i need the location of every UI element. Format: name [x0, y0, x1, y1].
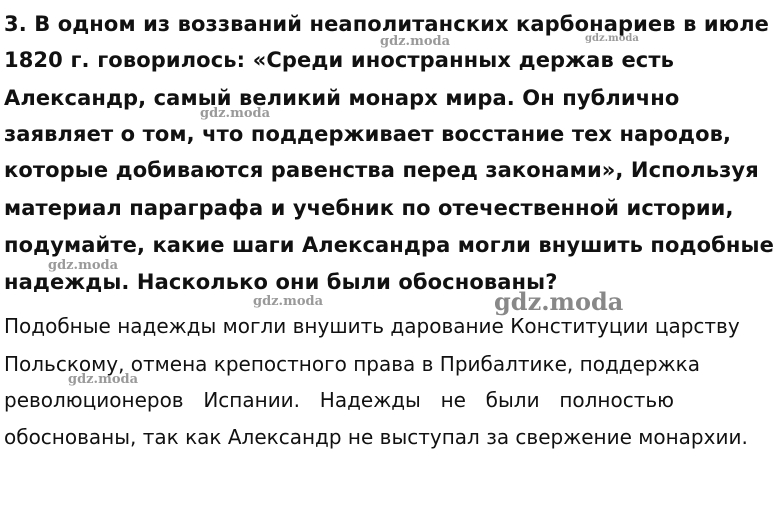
- question-line-1: 3. В одном из воззваний неаполитанских карбонариев в июле: [4, 12, 770, 36]
- question-line-5: которые добиваются равенства перед законами», Используя: [4, 158, 759, 182]
- question-line-4: заявляет о том, что поддерживает восстание тех народов,: [4, 122, 732, 146]
- watermark: gdz.moda: [494, 287, 624, 316]
- question-line-3: Александр, самый великий монарх мира. Он публично: [4, 86, 680, 110]
- watermark: gdz.moda: [200, 106, 271, 121]
- answer-line-2: Польскому, отмена крепостного права в Прибалтике, поддержка: [4, 352, 700, 376]
- document-page: [4, 0, 774, 506]
- watermark: gdz.moda: [48, 258, 119, 273]
- watermark: gdz.moda: [68, 372, 139, 387]
- answer-line-3: революционеров Испании. Надежды не были полностью: [4, 388, 674, 412]
- question-line-8: надежды. Насколько они были обоснованы?: [4, 270, 558, 294]
- watermark: gdz.moda: [253, 294, 324, 309]
- question-line-2: 1820 г. говорилось: «Среди иностранных держав есть: [4, 48, 674, 72]
- watermark: gdz.moda: [380, 34, 451, 49]
- question-line-6: материал параграфа и учебник по отечественной истории,: [4, 196, 734, 220]
- question-line-7: подумайте, какие шаги Александра могли внушить подобные: [4, 233, 774, 257]
- answer-line-4: обоснованы, так как Александр не выступал за свержение монархии.: [4, 425, 748, 449]
- watermark: gdz.moda: [585, 33, 639, 44]
- answer-line-1: Подобные надежды могли внушить дарование Конституции царству: [4, 314, 740, 338]
